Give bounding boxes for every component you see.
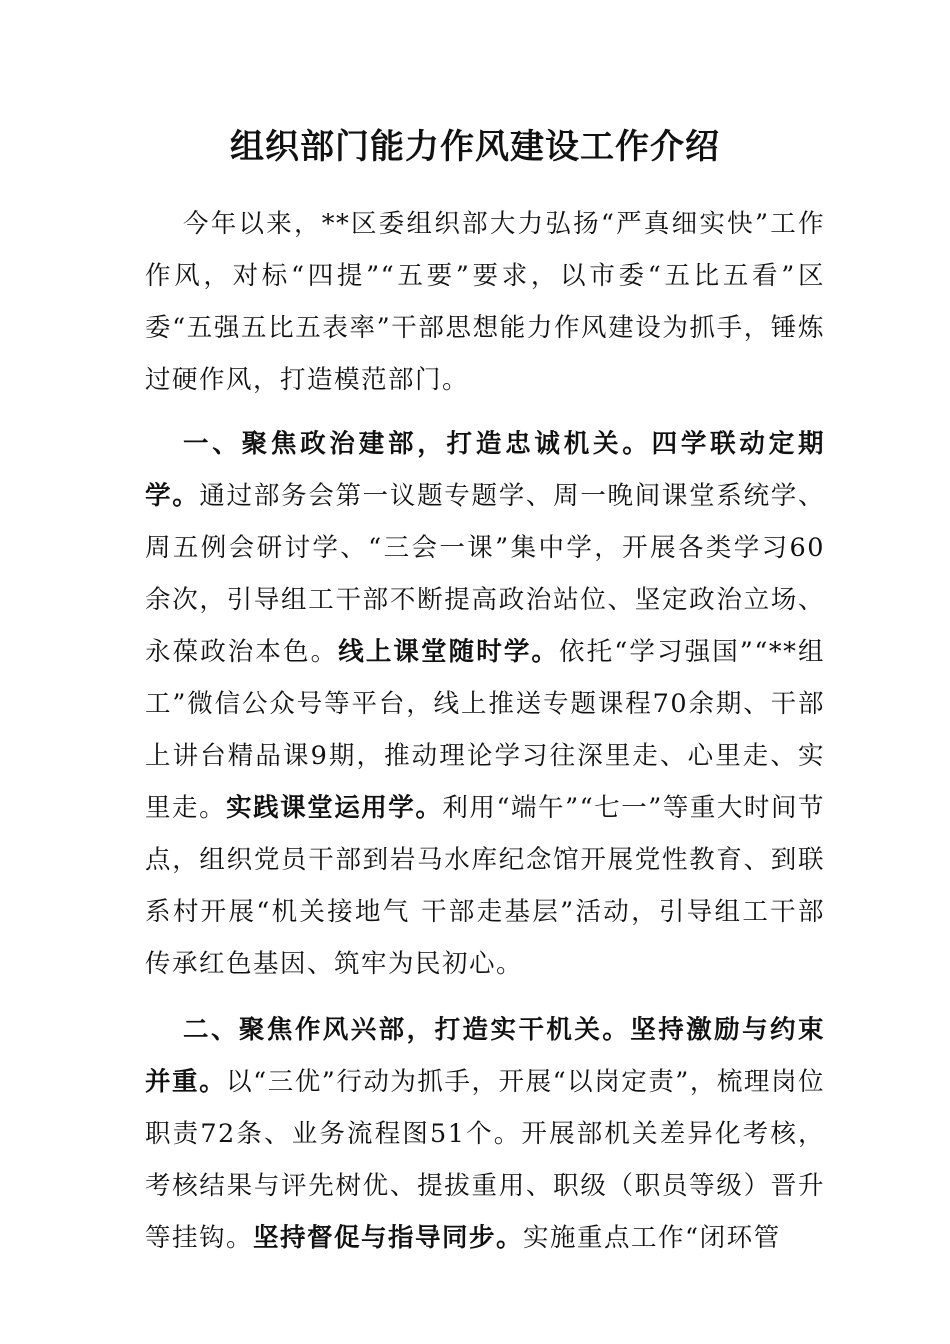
section-2-paragraph — [145, 1004, 825, 1264]
section-1-point-2-title: 线上课堂随时学。 — [338, 637, 560, 667]
section-2-point-2-title: 坚持督促与指导同步。 — [253, 1223, 524, 1253]
section-1-point-2-text: 依托“学习强国”“**组工”微信公众号等平台，线上推送专题课程70余期、干部上讲台精品课9期，推动理论学习往深里走、心里走、实里走。 — [145, 637, 825, 823]
document-body — [145, 198, 825, 1274]
section-1-point-3-title: 实践课堂运用学。 — [226, 793, 443, 823]
intro-text: 今年以来，**区委组织部大力弘扬“严真细实快”工作作风，对标“四提”“五要”要求，以市委“五比五看”区委“五强五比五表率”干部思想能力作风建设为抓手，锤炼过硬作风，打造模范部门。 — [145, 209, 825, 395]
section-1-heading: 一、聚焦政治建部，打造忠诚机关。 — [183, 429, 652, 459]
section-1-point-1-text: 通过部务会第一议题专题学、周一晚间课堂系统学、周五例会研讨学、“三会一课”集中学，开展各类学习60余次，引导组工干部不断提高政治站位、坚定政治立场、永葆政治本色。 — [145, 481, 825, 667]
section-1-paragraph — [145, 418, 825, 990]
section-1-point-3-text: 利用“端午”“七一”等重大时间节点，组织党员干部到岩马水库纪念馆开展党性教育、到联系村开展“机关接地气 干部走基层”活动，引导组工干部传承红色基因、筑牢为民初心。 — [145, 793, 825, 979]
section-1-point-1-title: 四学联动定期学。 — [145, 429, 825, 511]
section-2-point-2-text: 实施重点工作“闭环管 — [523, 1223, 781, 1253]
document-title: 组织部门能力作风建设工作介绍 — [230, 127, 720, 167]
intro-paragraph — [145, 198, 825, 406]
section-2-point-1-text: 以“三优”行动为抓手，开展“以岗定责”，梳理岗位职责72条、业务流程图51个。开展部机关差异化考核，考核结果与评先树优、提拔重用、职级（职员等级）晋升等挂钩。 — [145, 1067, 825, 1253]
section-2-point-1-title: 坚持激励与约束并重。 — [145, 1015, 825, 1097]
section-2-heading: 二、聚焦作风兴部，打造实干机关。 — [183, 1015, 631, 1045]
